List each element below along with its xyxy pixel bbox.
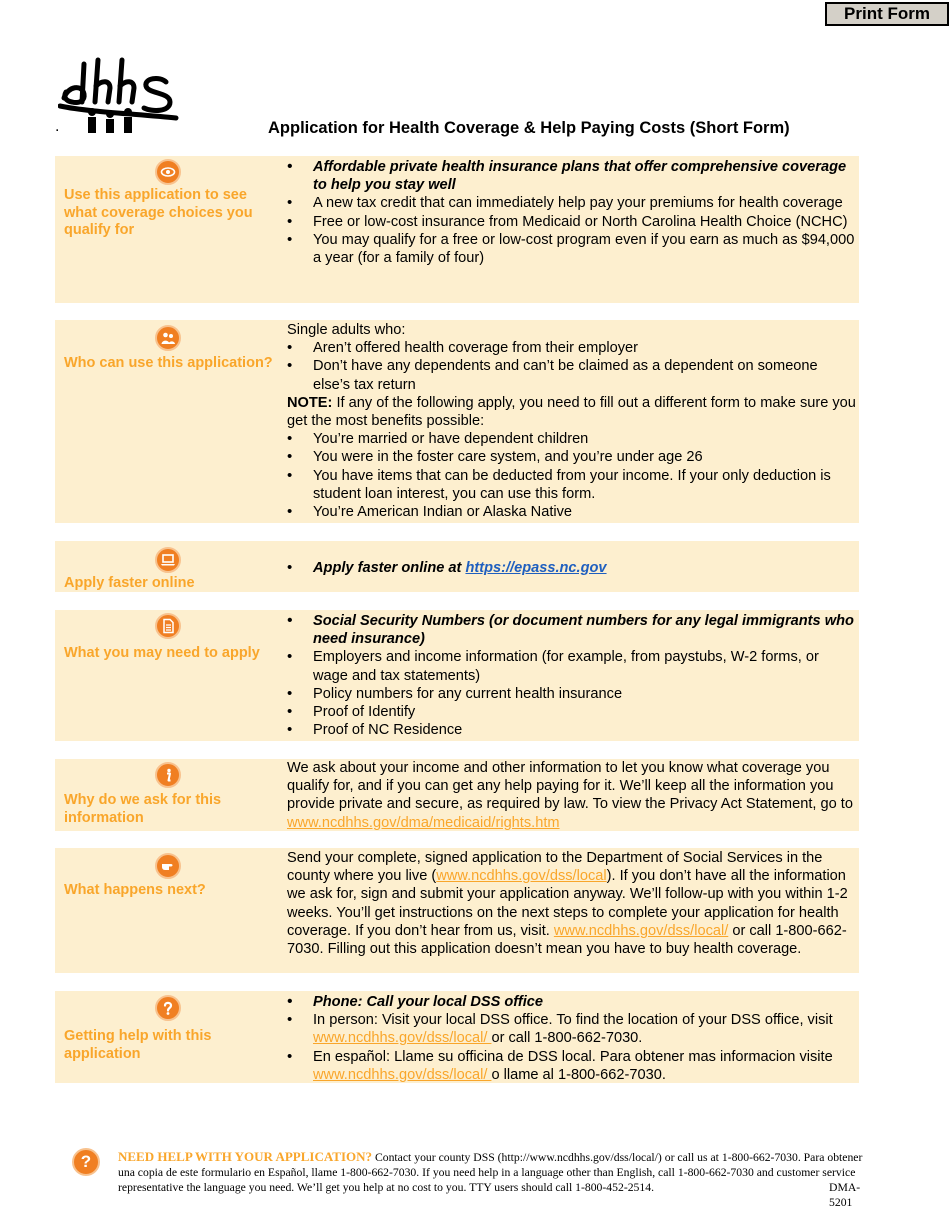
apply-online-text: Apply faster online at (313, 560, 466, 576)
list-item: • You have items that can be deducted from your income. If your only deduction is student loan interest, you can use this form. (287, 467, 857, 503)
why-paragraph: We ask about your income and other information to let you know what coverage you qualify for, and if you can get any help paying for it. We’ll keep all the information you provide private and secure, as required by law. To view the Privacy Act Statement, go to www.ncdhhs.gov/dma/medicaid/rights.htm (287, 760, 853, 831)
eye-icon (155, 159, 181, 185)
epass-link[interactable]: https://epass.nc.gov (465, 560, 607, 576)
laptop-icon (155, 547, 181, 573)
section-what-happens-next (55, 848, 859, 973)
dhhs-logo (58, 56, 180, 136)
list-item: • Employers and income information (for example, from paystubs, W-2 forms, or wage and tax statements) (287, 648, 857, 684)
section-who-can-use (55, 320, 859, 523)
page-title: Application for Health Coverage & Help Paying Costs (Short Form) (268, 119, 790, 137)
dss-local-link[interactable]: www.ncdhhs.gov/dss/local/ (313, 1030, 492, 1047)
next-paragraph: Send your complete, signed application to the Department of Social Services in the county where you live (www.ncdhhs.gov/dss/local). If you don’t have all the information we ask for, sign and submit your application anyway. We’ll follow-up with you within 1-2 weeks. You’ll get instructions on the next steps to complete your application for health coverage. If you don’t hear from us, visit. www.ncdhhs.gov/dss/local/ or call 1-800-662-7030. Filling out this application doesn’t mean you have to buy health coverage. (287, 850, 848, 958)
list-item: • Free or low-cost insurance from Medicaid or North Carolina Health Choice (NCHC) (287, 213, 857, 231)
section-label: Getting help with this application (64, 1028, 212, 1062)
list-item: • En español: Llame su officina de DSS local. Para obtener mas informacion visite www.ncdhhs.gov/dss/local/ o llame al 1-800-662-7030. (287, 1048, 857, 1084)
list-item: • You were in the foster care system, and you’re under age 26 (287, 448, 857, 466)
section-label: Use this application to see what coverage choices you qualify for (64, 187, 253, 238)
note-text: If any of the following apply, you need to fill out a different form to make sure you get the most benefits possible: (287, 394, 856, 430)
question-icon (155, 995, 181, 1021)
note-paragraph (287, 394, 857, 430)
intro-text: Single adults who: (287, 322, 406, 338)
document-icon (155, 613, 181, 639)
info-icon (155, 762, 181, 788)
pointing-hand-icon (155, 853, 181, 879)
privacy-statement-link[interactable]: www.ncdhhs.gov/dma/medicaid/rights.htm (287, 814, 560, 831)
section-label: Apply faster online (64, 575, 195, 591)
dss-local-link[interactable]: www.ncdhhs.gov/dss/local/ (553, 922, 729, 939)
list-item: • You’re married or have dependent children (287, 430, 857, 448)
list-item: • Proof of Identify (287, 703, 857, 721)
section-getting-help (55, 991, 859, 1083)
list-item: • In person: Visit your local DSS office. To find the location of your DSS office, visit www.ncdhhs.gov/dss/local/ or call 1-800-662-7030. (287, 1011, 857, 1047)
dss-local-link[interactable]: www.ncdhhs.gov/dss/local/ (313, 1066, 492, 1083)
footer-body: Contact your county DSS (http://www.ncdhhs.gov/dss/local/) or call us at 1-800-662-7030. Para obtener una copia de este formulario en Español, llame 1-800-662-7030. If you need help in a language other than English, call 1-800-662-7030 and customer service representative the language you need. We’ll get you help at no cost to you. TTY users should call 1-800-452-2514. (118, 1151, 863, 1194)
section-coverage-choices (55, 156, 859, 303)
list-item: • Phone: Call your local DSS office (287, 993, 857, 1011)
section-apply-online (55, 541, 859, 592)
list-item (287, 559, 857, 577)
note-label: NOTE: (287, 394, 333, 411)
section-what-you-need (55, 610, 859, 741)
list-item: • Don’t have any dependents and can’t be claimed as a dependent on someone else’s tax return (287, 357, 857, 393)
print-form-button[interactable]: Print Form (825, 2, 949, 26)
list-item: • Affordable private health insurance plans that offer comprehensive coverage to help you stay well (287, 158, 857, 194)
help-question-icon: ? (72, 1148, 100, 1176)
list-item: • Policy numbers for any current health insurance (287, 685, 857, 703)
need-help-label: NEED HELP WITH YOUR APPLICATION? (118, 1149, 373, 1164)
form-number: DMA-5201 (829, 1181, 861, 1209)
dss-local-link[interactable]: www.ncdhhs.gov/dss/local (436, 868, 607, 885)
footer-help-text (118, 1149, 863, 1195)
list-item: • You may qualify for a free or low-cost program even if you earn as much as $94,000 a year (for a family of four) (287, 231, 857, 267)
section-label: What you may need to apply (64, 645, 260, 661)
section-label: Why do we ask for this information (64, 792, 222, 826)
section-label: What happens next? (64, 882, 206, 898)
list-item: • A new tax credit that can immediately help pay your premiums for health coverage (287, 194, 857, 212)
list-item: • Social Security Numbers (or document numbers for any legal immigrants who need insurance) (287, 612, 857, 648)
list-item: • Aren’t offered health coverage from their employer (287, 339, 857, 357)
section-label: Who can use this application? (64, 355, 273, 371)
list-item: • You’re American Indian or Alaska Native (287, 503, 857, 521)
section-why-we-ask (55, 759, 859, 831)
list-item: • Proof of NC Residence (287, 721, 857, 739)
people-icon (155, 325, 181, 351)
header-dot: . (55, 118, 60, 135)
